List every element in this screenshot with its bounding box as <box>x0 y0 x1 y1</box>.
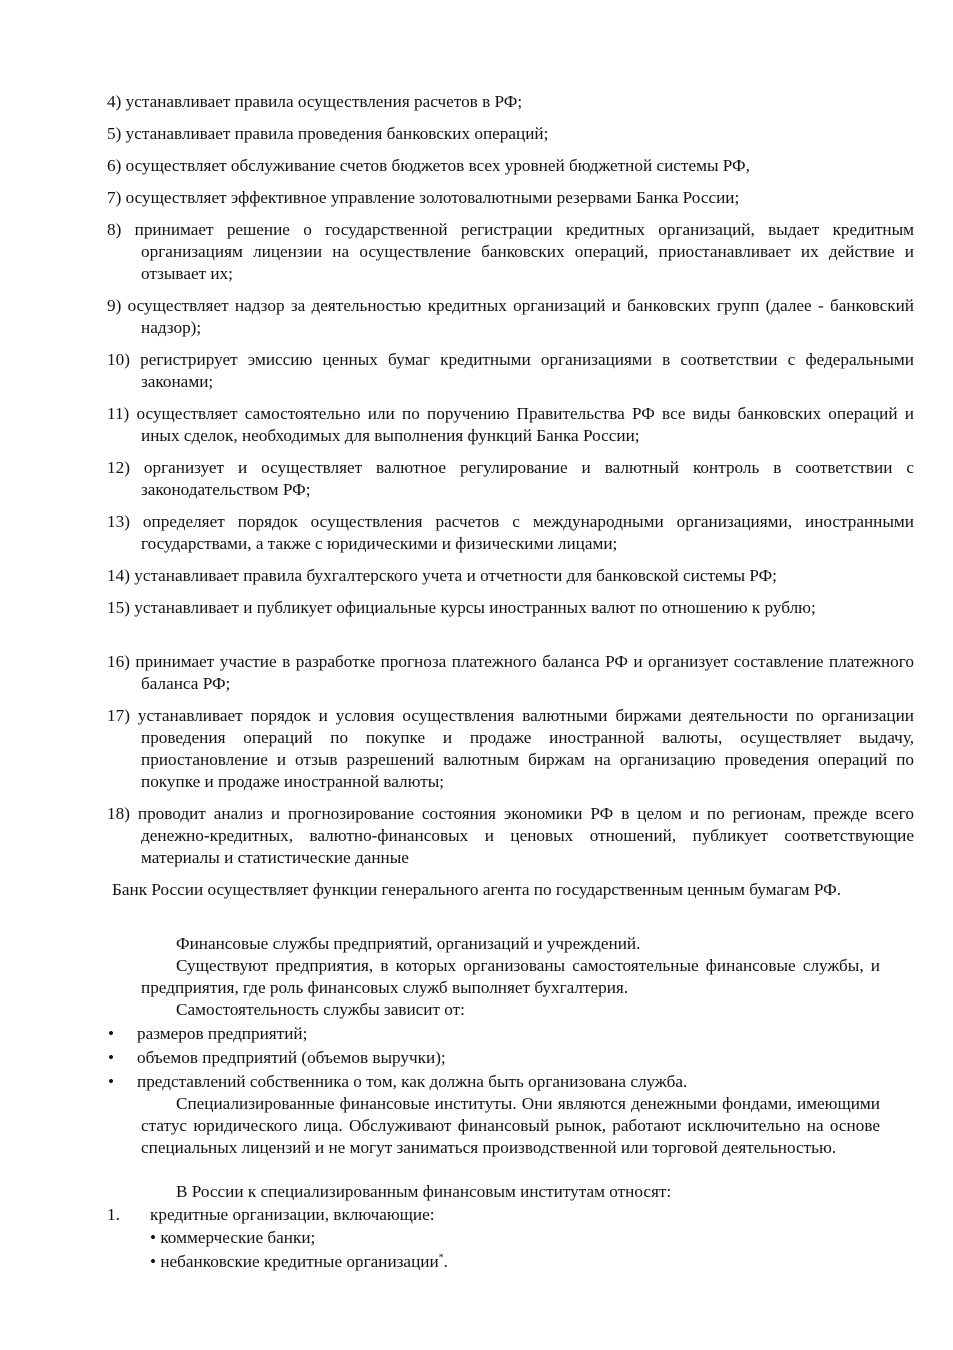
item-number: 9) <box>107 296 122 315</box>
item-text: осуществляет самостоятельно или по поручению Правительства РФ все виды банковских операций и иных сделок, необходимых для выполнения функций Банка России; <box>136 404 914 445</box>
item-number: 13) <box>107 512 130 531</box>
list-item <box>107 295 914 339</box>
list-item <box>107 705 914 793</box>
item-number: 7) <box>107 188 122 207</box>
bullet-text: представлений собственника о том, как должна быть организована служба. <box>137 1072 688 1091</box>
item-text: осуществляет эффективное управление золотовалютными резервами Банка России; <box>125 188 740 207</box>
sub-bullet-item <box>150 1227 880 1249</box>
item-number: 10) <box>107 350 130 369</box>
list-item <box>107 349 914 393</box>
list-item <box>107 219 914 285</box>
item-number: 18) <box>107 804 130 823</box>
item-number: 5) <box>107 124 122 143</box>
footnote-mark: * <box>438 1252 444 1264</box>
list-item <box>107 403 914 447</box>
bullet-icon: • <box>150 1252 157 1271</box>
item-text: принимает участие в разработке прогноза платежного баланса РФ и организует составление платежного баланса РФ; <box>135 652 914 693</box>
item-text: осуществляет обслуживание счетов бюджетов всех уровней бюджетной системы РФ, <box>125 156 750 175</box>
sub-bullet-text: коммерческие банки; <box>160 1228 316 1247</box>
bullet-text: объемов предприятий (объемов выручки); <box>137 1048 446 1067</box>
bullet-icon: • <box>108 1048 115 1067</box>
list-item <box>107 597 914 619</box>
item-text: определяет порядок осуществления расчетов с международными организациями, иностранными государствами, а также с юридическими и физическими лицами; <box>141 512 914 553</box>
bullet-icon: • <box>108 1024 115 1043</box>
item-number: 11) <box>107 404 130 423</box>
bullet-text: размеров предприятий; <box>137 1024 308 1043</box>
item-text: устанавливает и публикует официальные курсы иностранных валют по отношению к рублю; <box>134 598 816 617</box>
item-number: 16) <box>107 652 130 671</box>
item-number: 8) <box>107 220 122 239</box>
item-number: 14) <box>107 566 130 585</box>
list-item <box>107 651 914 695</box>
independence-intro: Самостоятельность службы зависит от: <box>176 1000 465 1019</box>
item-text: организует и осуществляет валютное регулирование и валютный контроль в соответствии с законодательством РФ; <box>141 458 914 499</box>
trailing-period: . <box>443 1252 448 1271</box>
item-number: 4) <box>107 92 122 111</box>
list-item <box>107 187 914 209</box>
item-text: устанавливает порядок и условия осуществления валютными биржами деятельности по организации проведения операций по покупке и продаже иностранной валюты, осуществляет выдачу, приостановление и отзыв разрешений валютным биржам на организацию проведения операций по покупке и продаже иностранной валюты; <box>137 706 914 791</box>
list-item <box>107 803 914 869</box>
bullet-icon: • <box>108 1072 115 1091</box>
fin-services-text: Существуют предприятия, в которых организованы самостоятельные финансовые службы, и предприятия, где роль финансовых служб выполняет бухгалтерия. <box>141 956 880 997</box>
list-item <box>107 155 914 177</box>
item-text: регистрирует эмиссию ценных бумаг кредитными организациями в соответствии с федеральными законами; <box>140 350 914 391</box>
item-number: 15) <box>107 598 130 617</box>
agent-paragraph: Банк России осуществляет функции генерального агента по государственным ценным бумагам РФ. <box>112 880 842 899</box>
list-item <box>107 91 914 113</box>
bullet-icon: • <box>150 1228 157 1247</box>
bullet-item <box>108 1047 909 1069</box>
fin-services-heading: Финансовые службы предприятий, организаций и учреждений. <box>176 934 641 953</box>
item-number: 17) <box>107 706 130 725</box>
item-text: принимает решение о государственной регистрации кредитных организаций, выдает кредитным организациям лицензии на осуществление банковских операций, приостанавливает их действие и отзывает их; <box>134 220 914 283</box>
item-text: осуществляет надзор за деятельностью кредитных организаций и банковских групп (далее - банковский надзор); <box>127 296 914 337</box>
list-item <box>107 511 914 555</box>
list-text: кредитные организации, включающие: <box>150 1205 435 1224</box>
specialized-text: Специализированные финансовые институты. Они являются денежными фондами, имеющими статус юридического лица. Обслуживают финансовый рынок, работают исключительно на основе специальных лицензий и не могут заниматься производственной или торговой деятельностью. <box>141 1094 880 1157</box>
item-text: устанавливает правила бухгалтерского учета и отчетности для банковской системы РФ; <box>134 566 777 585</box>
list-item <box>107 123 914 145</box>
item-text: проводит анализ и прогнозирование состояния экономики РФ в целом и по регионам, прежде всего денежно-кредитных, валютно-финансовых и ценовых отношений, публикует соответствующие материалы и статистические данные <box>137 804 914 867</box>
bullet-item <box>108 1023 909 1045</box>
list-item <box>107 565 914 587</box>
item-number: 12) <box>107 458 130 477</box>
list-number: 1. <box>107 1205 120 1224</box>
sub-bullet-item <box>150 1251 880 1273</box>
bullet-item <box>108 1071 909 1093</box>
sub-bullet-text: небанковские кредитные организации <box>160 1252 439 1271</box>
item-text: устанавливает правила проведения банковских операций; <box>125 124 549 143</box>
item-number: 6) <box>107 156 122 175</box>
item-text: устанавливает правила осуществления расчетов в РФ; <box>125 92 523 111</box>
russia-intro: В России к специализированным финансовым институтам относят: <box>176 1182 672 1201</box>
list-item <box>107 457 914 501</box>
